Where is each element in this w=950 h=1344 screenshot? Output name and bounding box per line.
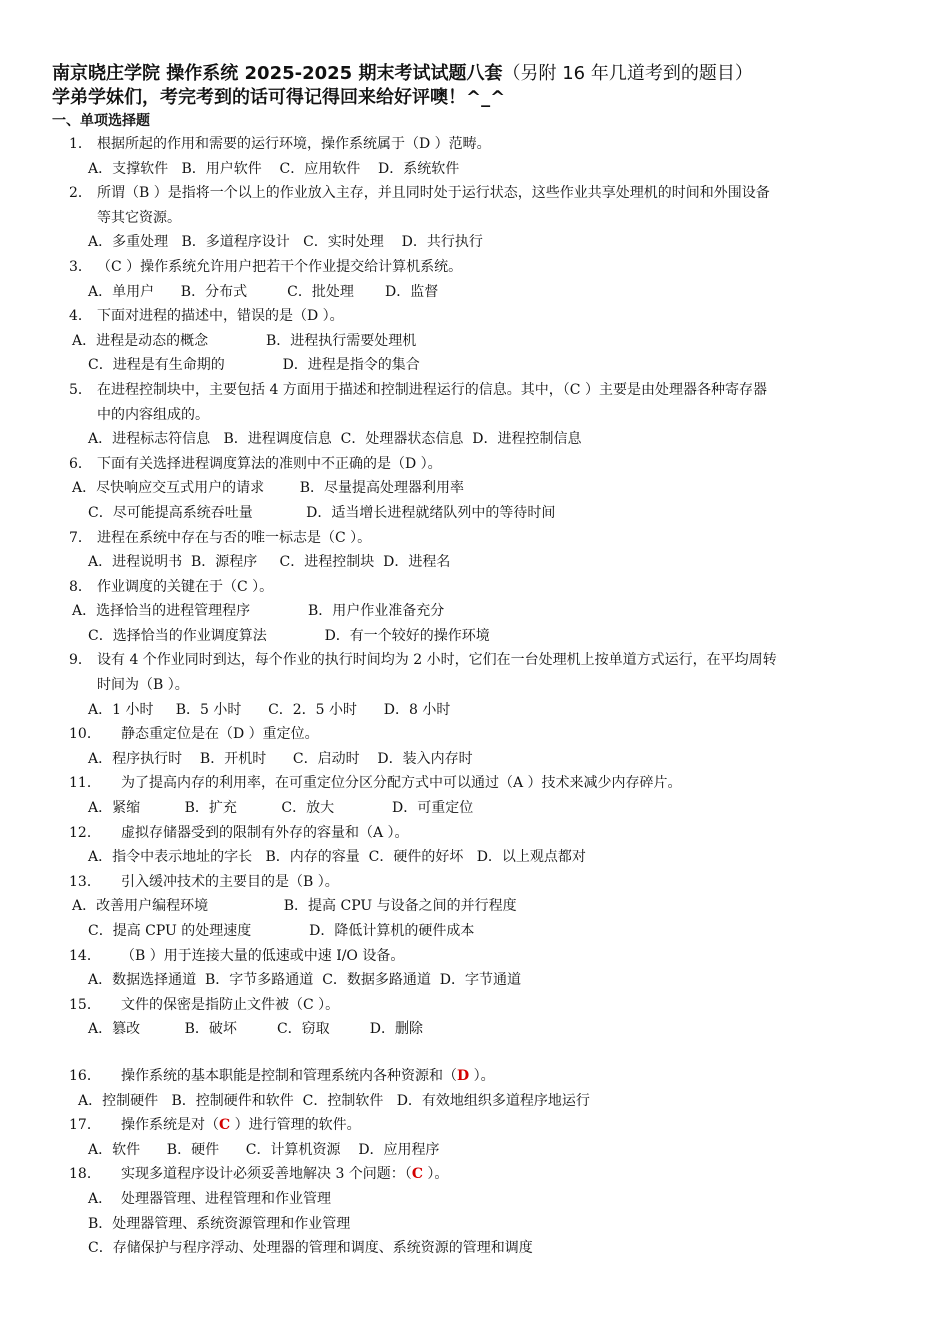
question-item (52, 526, 910, 575)
question-text-line: 设有 4 个作业同时到达，每个作业的执行时间均为 2 小时，它们在一台处理机上按单道方式运行，在平均周转 (97, 652, 777, 669)
question-number: 17． (69, 1117, 101, 1134)
question-number: 5． (69, 381, 92, 398)
question-stem (52, 526, 910, 551)
question-stem (52, 452, 910, 477)
question-item (52, 132, 910, 181)
answer-highlight: C (411, 1166, 423, 1183)
question-number: 13． (69, 873, 101, 890)
question-text-line: 中的内容组成的。 (97, 406, 209, 423)
answer-options: A．支撑软件 B．用户软件 C．应用软件 D．系统软件 (88, 160, 460, 177)
question-number: 9． (69, 652, 92, 669)
question-number: 15． (69, 996, 101, 1013)
question-stem (52, 132, 910, 157)
answer-options: A．篡改 B．破坏 C．窃取 D．删除 (88, 1021, 423, 1038)
title-main: 南京晓庄学院 操作系统 2025-2025 期末考试试题八套 (52, 63, 503, 84)
question-number: 2． (69, 185, 92, 202)
document-title-line1 (52, 62, 910, 86)
question-text-after: ）。 (422, 1166, 449, 1183)
answer-options: A．软件 B．硬件 C．计算机资源 D．应用程序 (88, 1141, 440, 1158)
question-item (52, 1064, 910, 1113)
question-text (97, 452, 910, 477)
question-text-line: （C ）操作系统允许用户把若干个作业提交给计算机系统。 (97, 258, 463, 275)
question-text-after: ）。 (469, 1067, 495, 1084)
question-text-line: 等其它资源。 (97, 209, 181, 226)
question-text-after: ）进行管理的软件。 (230, 1117, 361, 1134)
question-text-line: 下面有关选择进程调度算法的准则中不正确的是（D ）。 (97, 455, 442, 472)
question-item (52, 821, 910, 870)
answer-options: A．指令中表示地址的字长 B．内存的容量 C．硬件的好坏 D．以上观点都对 (88, 849, 586, 866)
question-number: 8． (69, 578, 92, 595)
question-number: 6． (69, 455, 92, 472)
question-number: 7． (69, 529, 92, 546)
question-item (52, 722, 910, 771)
question-stem (52, 722, 910, 747)
question-text-line: 引入缓冲技术的主要目的是（B ）。 (121, 873, 339, 890)
question-item (52, 304, 910, 378)
question-item (52, 378, 910, 452)
question-stem (52, 181, 910, 230)
question-text (121, 944, 910, 969)
question-item (52, 255, 910, 304)
answer-options: C．选择恰当的作业调度算法 D．有一个较好的操作环境 (88, 627, 490, 644)
question-text-line: （B ）用于连接大量的低速或中速 I/O 设备。 (121, 947, 405, 964)
question-text-line: 作业调度的关键在于（C ）。 (97, 578, 274, 595)
question-text (97, 304, 910, 329)
question-item (52, 1162, 910, 1260)
question-text-line: 进程在系统中存在与否的唯一标志是（C ）。 (97, 529, 372, 546)
question-stem (52, 993, 910, 1018)
question-stem (52, 304, 910, 329)
question-number: 12． (69, 824, 101, 841)
question-stem (52, 648, 910, 697)
question-text-line: 时间为（B ）。 (97, 677, 189, 694)
title-note: （另附 16 年几道考到的题目） (502, 63, 753, 84)
question-text (121, 722, 910, 747)
question-number: 10． (69, 726, 101, 743)
question-stem (52, 821, 910, 846)
question-item (52, 1113, 910, 1162)
answer-options: A．单用户 B．分布式 C．批处理 D．监督 (88, 283, 439, 300)
question-item (52, 944, 910, 993)
answer-options: A．进程说明书 B．源程序 C．进程控制块 D．进程名 (88, 554, 451, 571)
answer-options: A．选择恰当的进程管理程序 B．用户作业准备充分 (72, 603, 445, 620)
question-number: 1． (69, 136, 92, 152)
question-list-answered (52, 1064, 910, 1261)
question-stem (52, 378, 910, 427)
question-stem (52, 1162, 910, 1187)
question-number: 16． (69, 1067, 101, 1084)
question-text (97, 648, 910, 697)
question-text-before: 操作系统是对（ (121, 1117, 219, 1134)
question-text-line: 为了提高内存的利用率，在可重定位分区分配方式中可以通过（A ）技术来减少内存碎片。 (121, 775, 682, 792)
question-stem (52, 1064, 910, 1089)
question-text (97, 526, 910, 551)
question-text-line: 虚拟存储器受到的限制有外存的容量和（A ）。 (121, 824, 409, 841)
question-text-line: 静态重定位是在（D ）重定位。 (121, 726, 319, 743)
question-text (121, 1162, 910, 1187)
question-text-before: 实现多道程序设计必须妥善地解决 3 个问题：（ (121, 1166, 412, 1183)
question-number: 3． (69, 258, 92, 275)
question-text-line: 文件的保密是指防止文件被（C ）。 (121, 996, 340, 1013)
answer-options: A．1 小时 B．5 小时 C．2．5 小时 D．8 小时 (88, 701, 451, 718)
question-text (121, 1113, 910, 1138)
answer-options: A．改善用户编程环境 B．提高 CPU 与设备之间的并行程度 (72, 898, 517, 915)
answer-options: A．进程是动态的概念 B．进程执行需要处理机 (72, 332, 417, 349)
answer-options: A．紧缩 B．扩充 C．放大 D．可重定位 (88, 800, 474, 817)
question-stem (52, 944, 910, 969)
answer-options: A．数据选择通道 B．字节多路通道 C．数据多路通道 D．字节通道 (88, 972, 522, 989)
question-text (121, 1064, 910, 1089)
question-item (52, 993, 910, 1042)
question-item (52, 575, 910, 649)
answer-highlight: D (457, 1067, 470, 1084)
question-number: 11． (69, 775, 101, 792)
question-item (52, 771, 910, 820)
question-stem (52, 1113, 910, 1138)
question-item (52, 452, 910, 526)
question-text-line: 根据所起的作用和需要的运行环境，操作系统属于（D ）范畴。 (97, 136, 491, 152)
question-item (52, 181, 910, 255)
section-heading: 一、单项选择题 (52, 113, 150, 129)
answer-options: A．进程标志符信息 B．进程调度信息 C．处理器状态信息 D．进程控制信息 (88, 431, 582, 448)
answer-options: A．程序执行时 B．开机时 C．启动时 D．装入内存时 (88, 750, 473, 767)
question-number: 4． (69, 308, 92, 325)
question-number: 18． (69, 1166, 101, 1183)
question-text-line: 下面对进程的描述中，错误的是（D ）。 (97, 308, 344, 325)
question-text (121, 870, 910, 895)
answer-highlight: C (219, 1117, 231, 1134)
question-item (52, 870, 910, 944)
answer-options: B．处理器管理、系统资源管理和作业管理 (88, 1215, 351, 1232)
answer-options: C．提高 CPU 的处理速度 D．降低计算机的硬件成本 (88, 923, 475, 939)
question-text (97, 255, 910, 280)
question-text (97, 378, 910, 427)
answer-options: A． 处理器管理、进程管理和作业管理 (88, 1190, 332, 1207)
answer-options: A．多重处理 B．多道程序设计 C．实时处理 D．共行执行 (88, 234, 483, 251)
answer-options: C．存储保护与程序浮动、处理器的管理和调度、系统资源的管理和调度 (88, 1240, 533, 1257)
answer-options: C．尽可能提高系统吞吐量 D．适当增长进程就绪队列中的等待时间 (88, 504, 556, 521)
question-text-line: 所谓（B ）是指将一个以上的作业放入主存，并且同时处于运行状态，这些作业共享处理机的时间和外围设备 (97, 185, 770, 202)
answer-options: A．尽快响应交互式用户的请求 B．尽量提高处理器利用率 (72, 480, 464, 497)
question-text (121, 821, 910, 846)
question-stem (52, 575, 910, 600)
question-item (52, 648, 910, 722)
question-text (97, 181, 910, 230)
question-list (52, 132, 910, 1042)
question-text (121, 771, 910, 796)
question-text-line: 在进程控制块中，主要包括 4 方面用于描述和控制进程运行的信息。其中，（C ）主要是由处理器各种寄存器 (97, 381, 767, 398)
answer-options: A．控制硬件 B．控制硬件和软件 C．控制软件 D．有效地组织多道程序地运行 (78, 1092, 590, 1109)
question-stem (52, 870, 910, 895)
question-number: 14． (69, 947, 101, 964)
document-title-line2: 学弟学妹们，考完考到的话可得记得回来给好评噢！^_^ (52, 87, 506, 108)
question-text (121, 993, 910, 1018)
question-stem (52, 771, 910, 796)
question-text-before: 操作系统的基本职能是控制和管理系统内各种资源和（ (121, 1067, 457, 1084)
question-stem (52, 255, 910, 280)
answer-options: C．进程是有生命期的 D．进程是指令的集合 (88, 357, 420, 374)
question-text (97, 132, 910, 157)
question-text (97, 575, 910, 600)
spacer (52, 1042, 910, 1064)
